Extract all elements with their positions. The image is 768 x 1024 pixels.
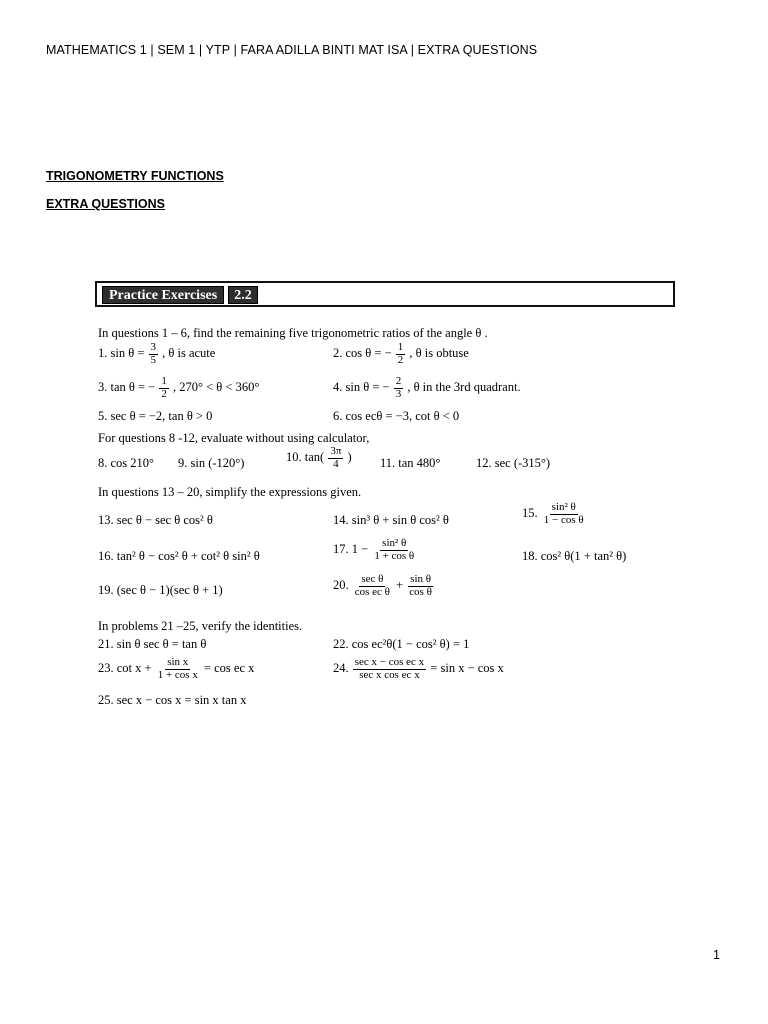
- question-24: 24. $\frac{\text{sec x − cos ec x}}{\text{sec x cos ec x}}$ = sin x − cos x: [333, 656, 504, 681]
- instruction-q13-20: In questions 13 – 20, simplify the expressions given.: [98, 485, 362, 499]
- question-21: 21. sin θ sec θ = tan θ: [98, 637, 207, 651]
- practice-exercises-scan: [90, 276, 680, 722]
- question-10: 10. tan( $\frac{3\pi}{4}$ ): [286, 445, 352, 470]
- question-12: 12. sec (-315°): [476, 456, 551, 470]
- question-23: 23. cot x + $\frac{\text{sin x}}{\text{1 + cos x}}$ = cos ec x: [98, 656, 255, 681]
- question-4: 4. sin θ = − $\frac{2}{3}$ , θ in the 3rd quadrant.: [333, 375, 521, 400]
- question-16: 16. tan² θ − cos² θ + cot² θ sin² θ: [98, 549, 260, 563]
- question-11: 11. tan 480°: [380, 456, 441, 470]
- page-number: 1: [713, 948, 720, 962]
- instruction-q21-25: In problems 21 –25, verify the identities.: [98, 619, 303, 633]
- question-2: 2. cos θ = − $\frac{1}{2}$ , θ is obtuse: [333, 341, 469, 366]
- question-8: 8. cos 210°: [98, 456, 155, 470]
- banner-number: 2.2: [228, 286, 258, 304]
- section-heading: EXTRA QUESTIONS: [46, 197, 165, 211]
- question-20: 20. $\frac{\text{sec θ}}{\text{cos ec θ}}$ + $\frac{\text{sin θ}}{\text{cos θ}}$: [333, 573, 432, 598]
- topic-heading: TRIGONOMETRY FUNCTIONS: [46, 169, 224, 183]
- question-9: 9. sin (-120°): [178, 456, 245, 470]
- question-14: 14. sin³ θ + sin θ cos² θ: [333, 513, 449, 527]
- question-13: 13. sec θ − sec θ cos² θ: [98, 513, 213, 527]
- instruction-q1-6: In questions 1 – 6, find the remaining five trigonometric ratios of the angle θ .: [98, 326, 488, 340]
- question-22: 22. cos ec²θ(1 − cos² θ) = 1: [333, 637, 470, 651]
- instruction-q8-12: For questions 8 -12, evaluate without using calculator,: [98, 431, 370, 445]
- question-17: 17. 1 − $\frac{\text{sin² θ}}{\text{1 + cos θ}}$: [333, 537, 415, 562]
- question-15: 15. $\frac{\text{sin² θ}}{\text{1 − cos θ}}$: [522, 501, 584, 526]
- question-25: 25. sec x − cos x = sin x tan x: [98, 693, 247, 707]
- question-5: 5. sec θ = −2, tan θ > 0: [98, 409, 213, 423]
- question-18: 18. cos² θ(1 + tan² θ): [522, 549, 627, 563]
- banner-title: Practice Exercises: [102, 286, 224, 304]
- practice-banner: [95, 281, 675, 307]
- question-6: 6. cos ecθ = −3, cot θ < 0: [333, 409, 460, 423]
- page-header: MATHEMATICS 1 | SEM 1 | YTP | FARA ADILLA BINTI MAT ISA | EXTRA QUESTIONS: [46, 43, 538, 57]
- question-3: 3. tan θ = − $\frac{1}{2}$ , 270° < θ < 360°: [98, 375, 260, 400]
- question-19: 19. (sec θ − 1)(sec θ + 1): [98, 583, 223, 597]
- question-1: 1. sin θ = $\frac{3}{5}$ , θ is acute: [98, 341, 216, 366]
